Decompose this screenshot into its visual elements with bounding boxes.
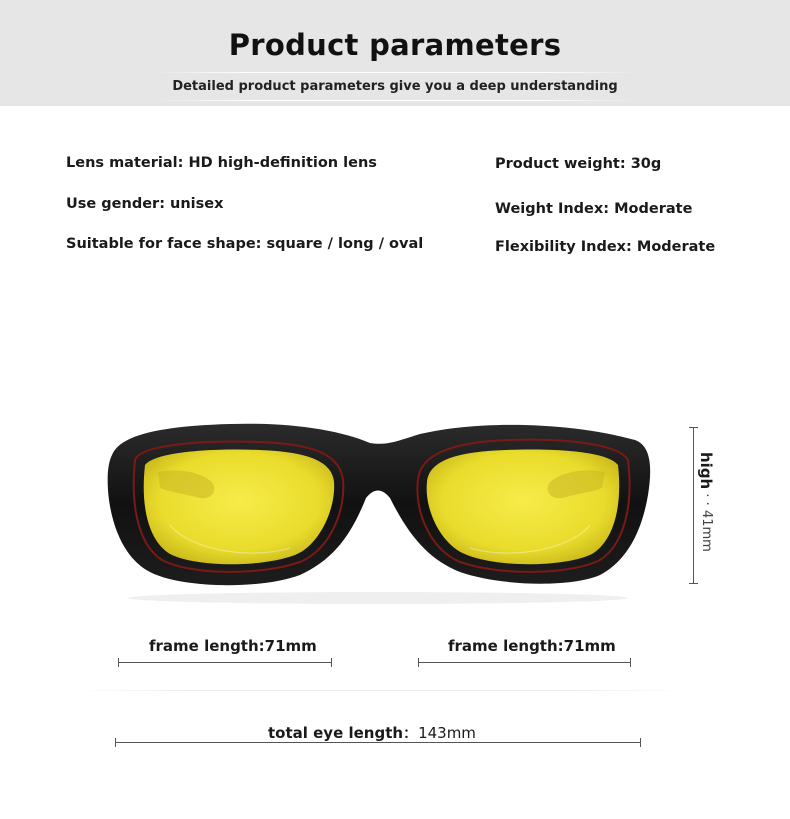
- right-frame-length-label: frame length:71mm: [448, 637, 616, 655]
- left-frame-length-label: frame length:71mm: [149, 637, 317, 655]
- total-eye-length-line: [115, 742, 641, 743]
- height-dimension-label: [697, 452, 715, 552]
- header-divider-bottom: [150, 100, 640, 101]
- total-eye-length-title: total eye length：: [268, 724, 419, 742]
- total-eye-length-label: [268, 722, 476, 743]
- height-separator: · ·: [699, 493, 714, 506]
- left-frame-length-line: [118, 662, 332, 663]
- use-gender-text: Use gender: unisex: [66, 196, 224, 212]
- goggles-shadow: [128, 592, 628, 604]
- face-shape-text: Suitable for face shape: square / long / oval: [66, 236, 424, 252]
- left-lens: [144, 450, 334, 565]
- header-banner: [0, 0, 790, 106]
- total-eye-length-value: 143mm: [418, 724, 476, 742]
- height-label: high: [697, 452, 715, 490]
- lens-material-text: Lens material: HD high-definition lens: [66, 155, 377, 171]
- weight-index-text: Weight Index: Moderate: [495, 201, 693, 217]
- page-title: Product parameters: [228, 28, 562, 62]
- height-value: 41mm: [699, 509, 714, 552]
- flexibility-index-text: Flexibility Index: Moderate: [495, 239, 716, 255]
- product-weight-text: Product weight: 30g: [495, 156, 662, 172]
- height-dimension-line: [693, 427, 694, 584]
- header-divider-top: [150, 72, 640, 73]
- page-subtitle: Detailed product parameters give you a deep understanding: [172, 79, 618, 94]
- section-divider: [70, 690, 690, 691]
- goggles-image: [100, 410, 660, 610]
- right-frame-length-line: [418, 662, 631, 663]
- right-lens: [427, 450, 620, 565]
